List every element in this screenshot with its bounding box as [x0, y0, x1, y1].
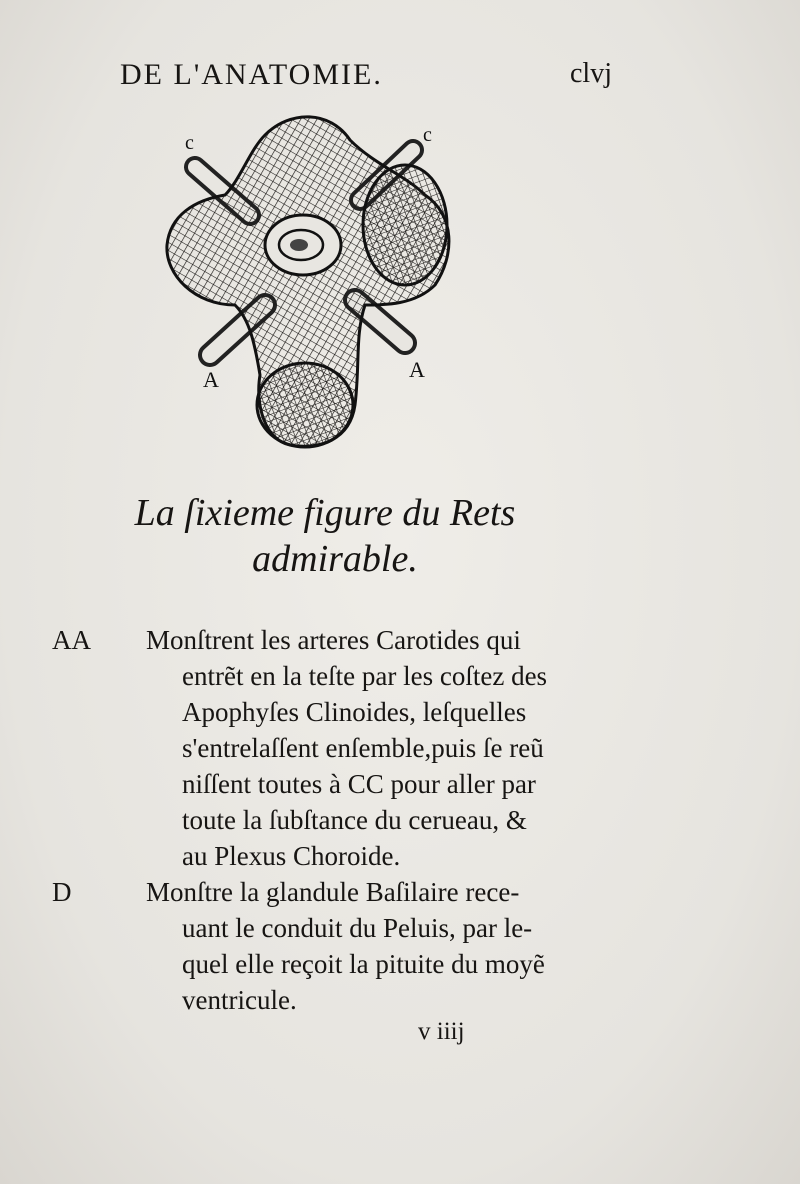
legend-entry-d — [52, 874, 622, 1018]
rete-mirabile-illustration — [155, 105, 465, 465]
page-header — [120, 58, 620, 98]
entry-key: AA — [52, 625, 91, 655]
figure-label-a-left: A — [203, 367, 219, 392]
entry-line: entrẽt en la teſte par les coſtez des — [182, 661, 548, 691]
entry-line: quel elle reçoit la pituite du moyẽ — [182, 949, 545, 979]
running-title: DE L'ANATOMIE. — [120, 58, 383, 91]
entry-line: niſſent toutes à CC pour aller par — [182, 769, 536, 799]
entry-line: ventricule. — [182, 985, 297, 1015]
caption-line-2: admirable. — [252, 538, 418, 580]
figure-label-c-right: c — [423, 124, 432, 146]
caption-line-1: La ſixieme figure du Rets — [134, 492, 516, 534]
entry-line: Apophyſes Clinoides, leſquelles — [182, 697, 527, 727]
rete-lobe-right — [363, 165, 447, 285]
legend-entry-aa — [52, 622, 622, 874]
figure-caption — [100, 490, 550, 582]
figure-label-a-right: A — [409, 357, 425, 382]
entry-line: uant le conduit du Peluis, par le- — [182, 913, 533, 943]
figure-label-c-left: c — [185, 132, 194, 154]
basilar-gland — [265, 215, 341, 275]
entry-line: Monſtrent les arteres Carotides qui — [146, 625, 521, 655]
entry-line: toute la ſubſtance du cerueau, & — [182, 805, 527, 835]
entry-key: D — [52, 877, 72, 907]
rete-lobe-bottom — [257, 363, 353, 447]
entry-line: Monſtre la glandule Baſilaire rece- — [146, 877, 520, 907]
entry-line: au Plexus Choroide. — [182, 841, 401, 871]
folio-number: clvj — [570, 58, 612, 89]
entry-line: s'entrelaſſent enſemble,puis ſe reũ — [182, 733, 544, 763]
signature-mark: v iiij — [418, 1018, 465, 1045]
legend-entries — [52, 622, 622, 1018]
